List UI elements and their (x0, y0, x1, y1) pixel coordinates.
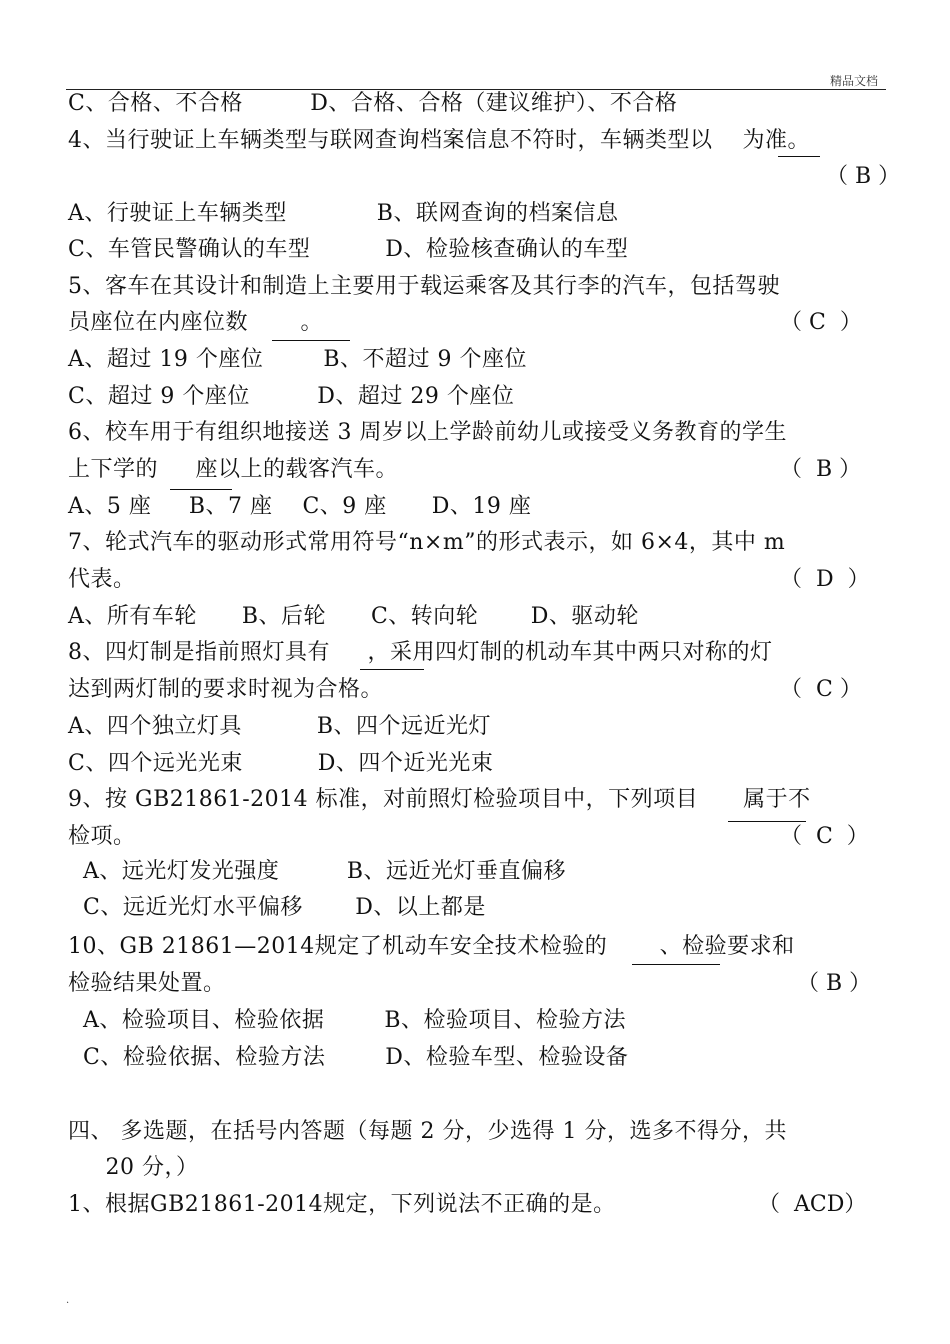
q5-answer: （ C ） (780, 310, 862, 335)
q4-blank (778, 156, 820, 157)
q9-answer: （ C ） (780, 824, 869, 849)
q5-blank (272, 340, 350, 341)
q8-options-ab: A、四个独立灯具 B、四个远近光灯 (68, 714, 491, 739)
q10-options-cd: C、检验依据、检验方法 D、检验车型、检验设备 (68, 1045, 629, 1070)
q6-stem-line2: 上下学的 座以上的载客汽车。 (68, 457, 398, 482)
q4-answer: （ B ） (826, 164, 901, 189)
q6-answer: （ B ） (780, 457, 862, 482)
q9-stem-line1: 9、按 GB21861-2014 标准，对前照灯检验项目中，下列项目 属于不 (68, 787, 811, 812)
q8-blank (360, 669, 424, 670)
q8-stem-line1: 8、四灯制是指前照灯具有 ，采用四灯制的机动车其中两只对称的灯 (68, 640, 773, 665)
q10-stem-line1: 10、GB 21861—2014规定了机动车安全技术检验的 、检验要求和 (68, 934, 795, 959)
q7-options: A、所有车轮 B、后轮 C、转向轮 D、驱动轮 (68, 604, 639, 629)
q7-stem-line2: 代表。 (68, 567, 136, 592)
mq1-answer: （ ACD） (758, 1192, 867, 1217)
q4-stem: 4、当行驶证上车辆类型与联网查询档案信息不符时，车辆类型以 为准。 (68, 128, 810, 153)
q4-options-cd: C、车管民警确认的车型 D、检验核查确认的车型 (68, 237, 629, 262)
q7-answer: （ D ） (780, 567, 870, 592)
q9-options-ab: A、远光灯发光强度 B、远近光灯垂直偏移 (68, 859, 566, 884)
q6-options: A、5 座 B、7 座 C、9 座 D、19 座 (68, 494, 532, 519)
q10-stem-line2: 检验结果处置。 (68, 971, 226, 996)
section-four-heading-line1: 四、 多选题，在括号内答题（每题 2 分，少选得 1 分，选多不得分，共 (68, 1119, 787, 1144)
q6-blank (170, 489, 232, 490)
q3-options-cd: C、合格、不合格 D、合格、合格（建议维护）、不合格 (68, 91, 678, 116)
q7-stem-line1: 7、轮式汽车的驱动形式常用符号“n×m”的形式表示，如 6×4，其中 m (68, 530, 786, 555)
q8-options-cd: C、四个远光光束 D、四个近光光束 (68, 751, 494, 776)
q4-options-ab: A、行驶证上车辆类型 B、联网查询的档案信息 (68, 201, 619, 226)
header-rule (66, 89, 886, 90)
header-label: 精品文档 (829, 74, 878, 88)
q10-answer: （ B ） (797, 971, 872, 996)
mq1-stem: 1、根据GB21861-2014规定，下列说法不正确的是。 (68, 1192, 616, 1217)
q9-blank (728, 821, 806, 822)
q5-options-cd: C、超过 9 个座位 D、超过 29 个座位 (68, 384, 515, 409)
q5-stem-line2: 员座位在内座位数 。 (68, 310, 323, 335)
q8-answer: （ C ） (780, 677, 862, 702)
q9-options-cd: C、远近光灯水平偏移 D、以上都是 (68, 895, 486, 920)
q6-stem-line1: 6、校车用于有组织地接送 3 周岁以上学龄前幼儿或接受义务教育的学生 (68, 420, 787, 445)
footer-mark: . (66, 1295, 70, 1306)
q10-options-ab: A、检验项目、检验依据 B、检验项目、检验方法 (68, 1008, 626, 1033)
q8-stem-line2: 达到两灯制的要求时视为合格。 (68, 677, 384, 702)
q5-stem-line1: 5、客车在其设计和制造上主要用于载运乘客及其行李的汽车，包括驾驶 (68, 274, 780, 299)
q10-blank (632, 964, 720, 965)
q9-stem-line2: 检项。 (68, 824, 136, 849)
q5-options-ab: A、超过 19 个座位 B、不超过 9 个座位 (68, 347, 527, 372)
section-four-heading-line2: 20 分，） (68, 1155, 199, 1180)
